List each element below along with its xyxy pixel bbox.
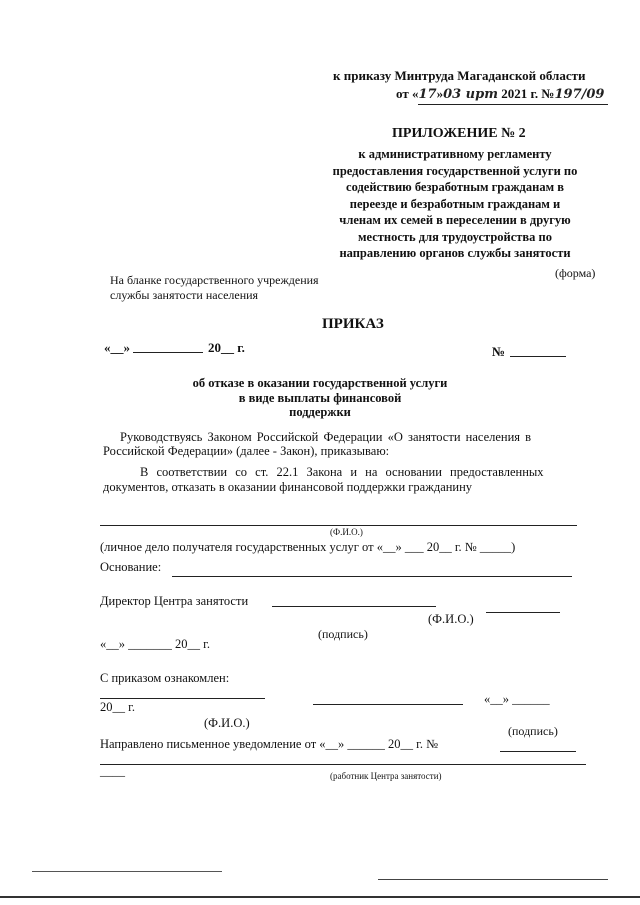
director-date: «__» _______ 20__ г. (100, 637, 210, 651)
order-date-year: 20__ г. (208, 340, 245, 355)
order-date-line (396, 86, 604, 102)
scan-artifact-line (378, 879, 608, 880)
para2-line2: документов, отказать в оказании финансовой поддержки гражданину (103, 480, 473, 494)
appendix-line: членам их семей в переселении в другую (339, 213, 571, 227)
director-sign-line (486, 612, 560, 613)
appendix-line: предоставления государственной услуги по (332, 163, 578, 178)
notice-number-line (500, 751, 576, 752)
para2-line1: В соответствии со ст. 22.1 Закона и на основании предоставленных (140, 465, 544, 479)
para1-line2: Российской Федерации» (далее - Закон), приказываю: (103, 444, 390, 458)
director-sign-caption: (подпись) (318, 627, 368, 641)
number-blank-line (510, 356, 566, 357)
scan-edge-line (0, 896, 640, 898)
blank-note (110, 273, 319, 303)
order-subject (150, 376, 490, 420)
appendix-line: местность для трудоустройства по (357, 229, 553, 244)
order-number-label: № (492, 344, 506, 359)
director-fio-line (272, 606, 436, 607)
blank-note-line: На бланке государственного учреждения (110, 273, 319, 287)
subject-line: в виде выплаты финансовой (238, 390, 402, 405)
order-date-left: «__» (104, 340, 130, 355)
fio-line (100, 525, 577, 526)
director-fio-caption: (Ф.И.О.) (428, 612, 474, 626)
date-year: 2021 г. № (501, 86, 555, 101)
acq-fio-caption: (Ф.И.О.) (204, 716, 250, 730)
scan-artifact-line (32, 871, 222, 872)
appendix-line: содействию безработным гражданам в (346, 180, 564, 194)
appendix-line: направлению органов службы занятости (339, 246, 571, 260)
acq-line-left (100, 698, 265, 699)
personal-file: (личное дело получателя государственных услуг от «__» ___ 20__ г. № _____) (100, 540, 516, 554)
handwritten-day: 17 (418, 87, 437, 102)
acq-year: 20__ г. (100, 700, 135, 714)
acq-sign-caption: (подпись) (508, 724, 558, 738)
date-prefix: от « (396, 86, 419, 101)
subject-line: об отказе в оказании государственной услуги (192, 376, 448, 390)
appendix-title: ПРИЛОЖЕНИЕ № 2 (392, 126, 526, 141)
date-blank-line (133, 352, 203, 353)
appendix-line: к административному регламенту (358, 147, 552, 161)
fio-caption: (Ф.И.О.) (330, 527, 363, 537)
notice-line (100, 764, 586, 765)
date-quote-close: » (436, 86, 444, 101)
handwritten-number: 197/09 (554, 87, 605, 102)
appendix-text (300, 146, 610, 262)
order-title: ПРИКАЗ (322, 316, 384, 332)
blank-note-line: службы занятости населения (110, 288, 259, 302)
notice-text: Направлено письменное уведомление от «__» ______ 20__ г. № (100, 737, 439, 751)
basis-line (172, 576, 572, 577)
acquainted-label: С приказом ознакомлен: (100, 671, 230, 685)
appendix-line: переезде и безработным гражданам и (349, 196, 561, 211)
order-reference: к приказу Минтруда Магаданской области (333, 68, 586, 83)
acq-line-mid (313, 704, 463, 705)
basis-label: Основание: (100, 560, 162, 574)
underline (418, 104, 608, 105)
director-label: Директор Центра занятости (100, 594, 249, 608)
notice-dash: ____ (100, 764, 125, 778)
acq-date-left: «__» ______ (484, 692, 550, 706)
para1-line1: Руководствуясь Законом Российской Федерации «О занятости населения в (120, 430, 532, 444)
handwritten-month: 03 ирт (443, 87, 498, 102)
subject-line: поддержки (289, 405, 351, 419)
worker-caption: (работник Центра занятости) (330, 771, 442, 781)
form-label: (форма) (555, 266, 596, 280)
